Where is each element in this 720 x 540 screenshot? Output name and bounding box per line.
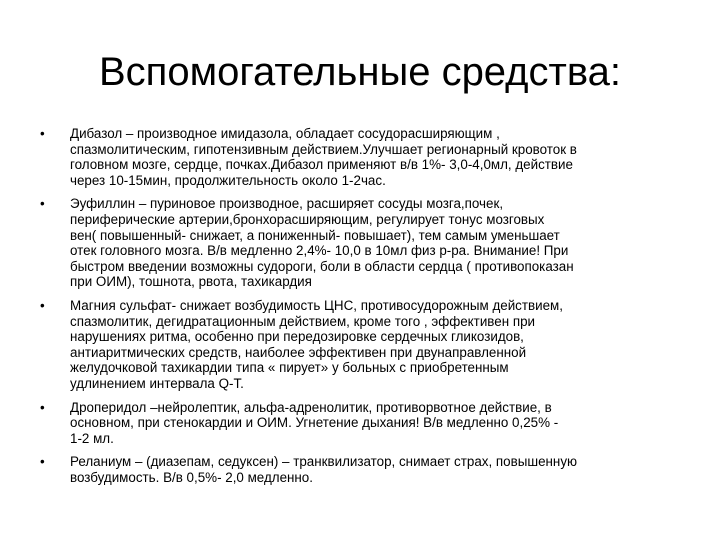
bullet-text: Магния сульфат- снижает возбудимость ЦНС, противосудорожным действием, спазмолитик, дегидратационным действием, кроме того , эффективен при нарушениях ритма, особенно при передозировке сердечных гликозидов, антиаритмических средств, наиболее эффективен при двунаправленной желудочковой тахикардии типа « пирует» у больных с приобретенным удлинением интервала Q-T.	[70, 297, 563, 391]
bullet-icon: •	[40, 196, 45, 212]
list-item	[40, 196, 680, 290]
bullet-text: Дибазол – производное имидазола, обладает сосудорасширяющим , спазмолитическим, гипотензивным действием.Улучшает регионарный кровоток в головном мозге, сердце, почках.Дибазол применяют в/в 1%- 3,0-4,0мл, действие через 10-15мин, продолжительность около 1-2час.	[70, 126, 577, 188]
bullet-icon: •	[40, 399, 45, 415]
list-item	[40, 298, 680, 392]
list-item	[40, 126, 680, 188]
list-item	[40, 400, 680, 447]
bullet-text: Эуфиллин – пуриновое производное, расширяет сосуды мозга,почек, периферические артерии,бронхорасширяющим, регулирует тонус мозговых вен( повышенный- снижает, а пониженный- повышает), тем самым уменьшает отек головного мозга. В/в медленно 2,4%- 10,0 в 10мл физ р-ра. Внимание! При быстром введении возможны судороги, боли в области сердца ( противопоказан при ОИМ), тошнота, рвота, тахикардия	[70, 196, 574, 290]
bullet-icon: •	[40, 454, 45, 470]
bullet-text: Реланиум – (диазепам, седуксен) – транквилизатор, снимает страх, повышенную возбудимость. В/в 0,5%- 2,0 медленно.	[70, 454, 578, 485]
bullet-text: Дроперидол –нейролептик, альфа-адренолитик, противорвотное действие, в основном, при стенокардии и ОИМ. Угнетение дыхания! В/в медленно 0,25% - 1-2 мл.	[70, 399, 559, 446]
slide-title: Вспомогательные средства:	[98, 50, 621, 94]
bullet-list	[40, 126, 680, 493]
bullet-icon: •	[40, 297, 45, 313]
list-item	[40, 454, 680, 485]
bullet-icon: •	[40, 126, 45, 141]
